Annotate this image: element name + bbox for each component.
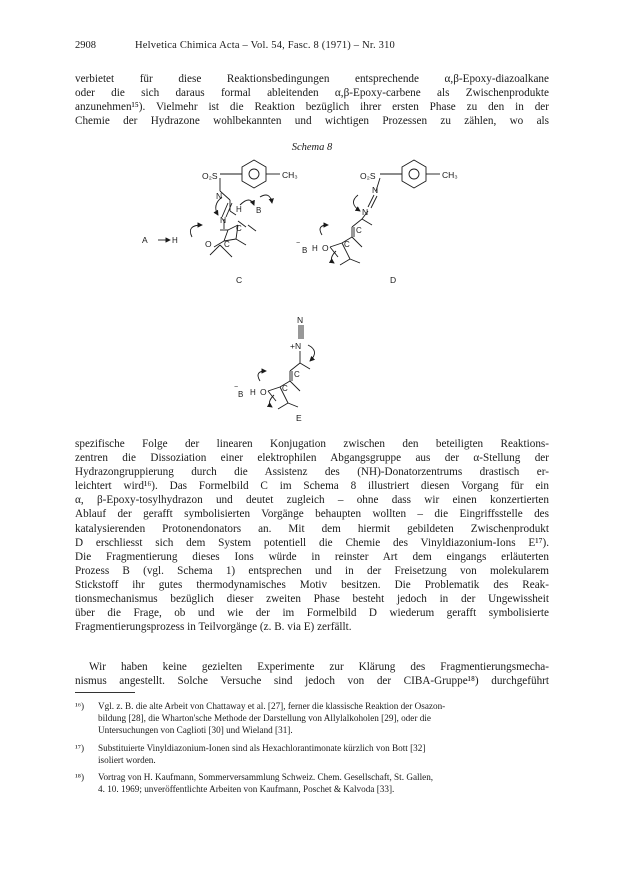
charge-label: −	[234, 384, 239, 391]
text-line: α, β-Epoxy-tosylhydrazon und deutet zugleich – ohne dass wir einen konzertierten	[75, 494, 549, 507]
reaction-scheme	[90, 155, 530, 427]
atom-label: O₂S	[360, 171, 376, 181]
atom-label: C	[282, 384, 288, 393]
footnote-number: ¹⁶)	[75, 701, 85, 711]
paragraph-1	[75, 72, 549, 128]
atom-label: H	[236, 205, 242, 214]
atom-label: N	[220, 215, 227, 225]
footnote-separator	[75, 692, 135, 693]
footnote-17	[75, 742, 549, 766]
atom-label: N	[216, 191, 223, 201]
paragraph-2	[75, 437, 549, 634]
footnote-line: Vgl. z. B. die alte Arbeit von Chattaway et al. [27], ferner die klassische Reaktion der Osazon-	[98, 701, 446, 711]
atom-label: N	[372, 185, 379, 195]
structure-label-d: D	[390, 275, 397, 285]
footnote-line: isoliert worden.	[98, 755, 156, 765]
text-line: leichtert wird¹⁶). Das Formelbild C im Schema 8 illustriert diesen Vorgang für ein	[75, 480, 549, 493]
footnote-18	[75, 771, 549, 795]
atom-label: H	[250, 388, 256, 397]
text-line: spezifische Folge der linearen Konjugation zwischen den beteiligten Reaktions-	[75, 438, 549, 450]
structure-label-e: E	[296, 413, 302, 423]
atom-label: C	[294, 370, 300, 379]
atom-label: C	[236, 224, 242, 233]
text-line: nismus angestellt. Solche Versuche sind jedoch von der CIBA-Gruppe¹⁸) durchgeführt	[75, 675, 549, 688]
atom-label: H	[172, 236, 178, 245]
charge-label: −	[296, 240, 301, 247]
page-header	[75, 40, 549, 54]
atom-label: B	[256, 206, 262, 215]
footnote-line: Substituierte Vinyldiazonium-Ionen sind als Hexachlorantimonate kürzlich von Bott [32]	[98, 743, 426, 753]
footnote-number: ¹⁸)	[75, 772, 85, 782]
atom-label: O	[205, 239, 212, 249]
atom-label: O	[322, 243, 329, 253]
text-line: anzunehmen¹⁵). Vielmehr ist die Reaktion bezüglich ihrer ersten Phase zu den in der	[75, 101, 549, 114]
text-line: verbietet für diese Reaktionsbedingungen entsprechende α,β-Epoxy-diazoalkane	[75, 73, 549, 85]
paragraph-3	[75, 660, 549, 688]
text-line: Fragmentierungsprozess in Teilvorgänge (z. B. via E) zerfällt.	[75, 621, 352, 634]
footnote-line: 4. 10. 1969; unveröffentlichte Arbeiten von Kaufmann, Poschet & Kalvoda [33].	[98, 784, 395, 794]
text-line: tionsmechanismus bezüglich dieser zweiten Phase besteht jedoch in der Ungewissheit	[75, 593, 549, 606]
atom-label: H	[312, 244, 318, 253]
text-line: Prozess B (vgl. Schema 1) entsprechen und in der Freisetzung von molekularem	[75, 564, 549, 577]
atom-label: C	[224, 240, 230, 249]
text-line: Die Fragmentierung dieses Ions würde in reinster Art dem eingangs erläuterten	[75, 550, 549, 563]
footnote-line: bildung [28], die Wharton'sche Methode der Darstellung von Allylalkoholen [29], oder die	[98, 713, 431, 723]
structure-label-c: C	[236, 275, 243, 285]
text-line: Ablauf der gerafft symbolisierten Vorgänge behaupten wollten – die Eingriffsstelle des	[75, 508, 549, 521]
atom-label: C	[356, 226, 362, 235]
atom-label: O₂S	[202, 171, 218, 181]
text-line: Hydrazongruppierung durch die Assistenz des (NH)-Donatorzentrums drastisch er-	[75, 466, 549, 479]
atom-label: A	[142, 235, 148, 245]
text-line: zentren die Dissoziation einer elektrophilen Abgangsgruppe aus der α-Stellung der	[75, 452, 549, 465]
structure-d	[320, 160, 440, 265]
atom-label: O	[260, 387, 267, 397]
footnote-line: Vortrag von H. Kaufmann, Sommerversammlung Schweiz. Chem. Gesellschaft, St. Gallen,	[98, 772, 434, 782]
schema-title: Schema 8	[291, 142, 333, 153]
atom-label: B	[238, 390, 244, 399]
atom-label: +N	[290, 341, 302, 351]
running-title: Helvetica Chimica Acta – Vol. 54, Fasc. 8 (1971) – Nr. 310	[135, 40, 395, 51]
footnote-number: ¹⁷)	[75, 743, 85, 753]
atom-label: B	[302, 246, 308, 255]
atom-label: N	[297, 315, 304, 325]
text-line: D erschliesst sich dem System potentiell die Chemie des Vinyldiazonium-Ions E¹⁷).	[75, 536, 549, 549]
atom-label: CH₃	[282, 170, 298, 180]
page-number: 2908	[75, 40, 96, 51]
text-line: Chemie der Hydrazone wohlbekannten und wichtigen Prozessen zu zählen, wo als	[75, 115, 549, 128]
atom-label: N	[362, 207, 369, 217]
atom-label: C	[344, 240, 350, 249]
text-line: Wir haben keine gezielten Experimente zur Klärung des Fragmentierungsmecha-	[89, 661, 549, 673]
text-line: Stickstoff ihr gutes thermodynamisches Motiv besitzen. Die Problematik des Reak-	[75, 578, 549, 591]
footnote-line: Untersuchungen von Caglioti [30] und Wieland [31].	[98, 725, 293, 735]
text-line: über die Frage, ob und wie der im Formelbild D wiederum gerafft symbolisierte	[75, 607, 549, 620]
text-line: oder die sich daraus formal ableitenden α,β-Epoxy-carbene als Zwischenprodukte	[75, 87, 549, 100]
atom-label: CH₃	[442, 170, 458, 180]
footnote-16	[75, 700, 549, 736]
text-line: katalysierenden Protonendonators an. Mit dem hiermit gebildeten Zwischenprodukt	[75, 522, 549, 535]
